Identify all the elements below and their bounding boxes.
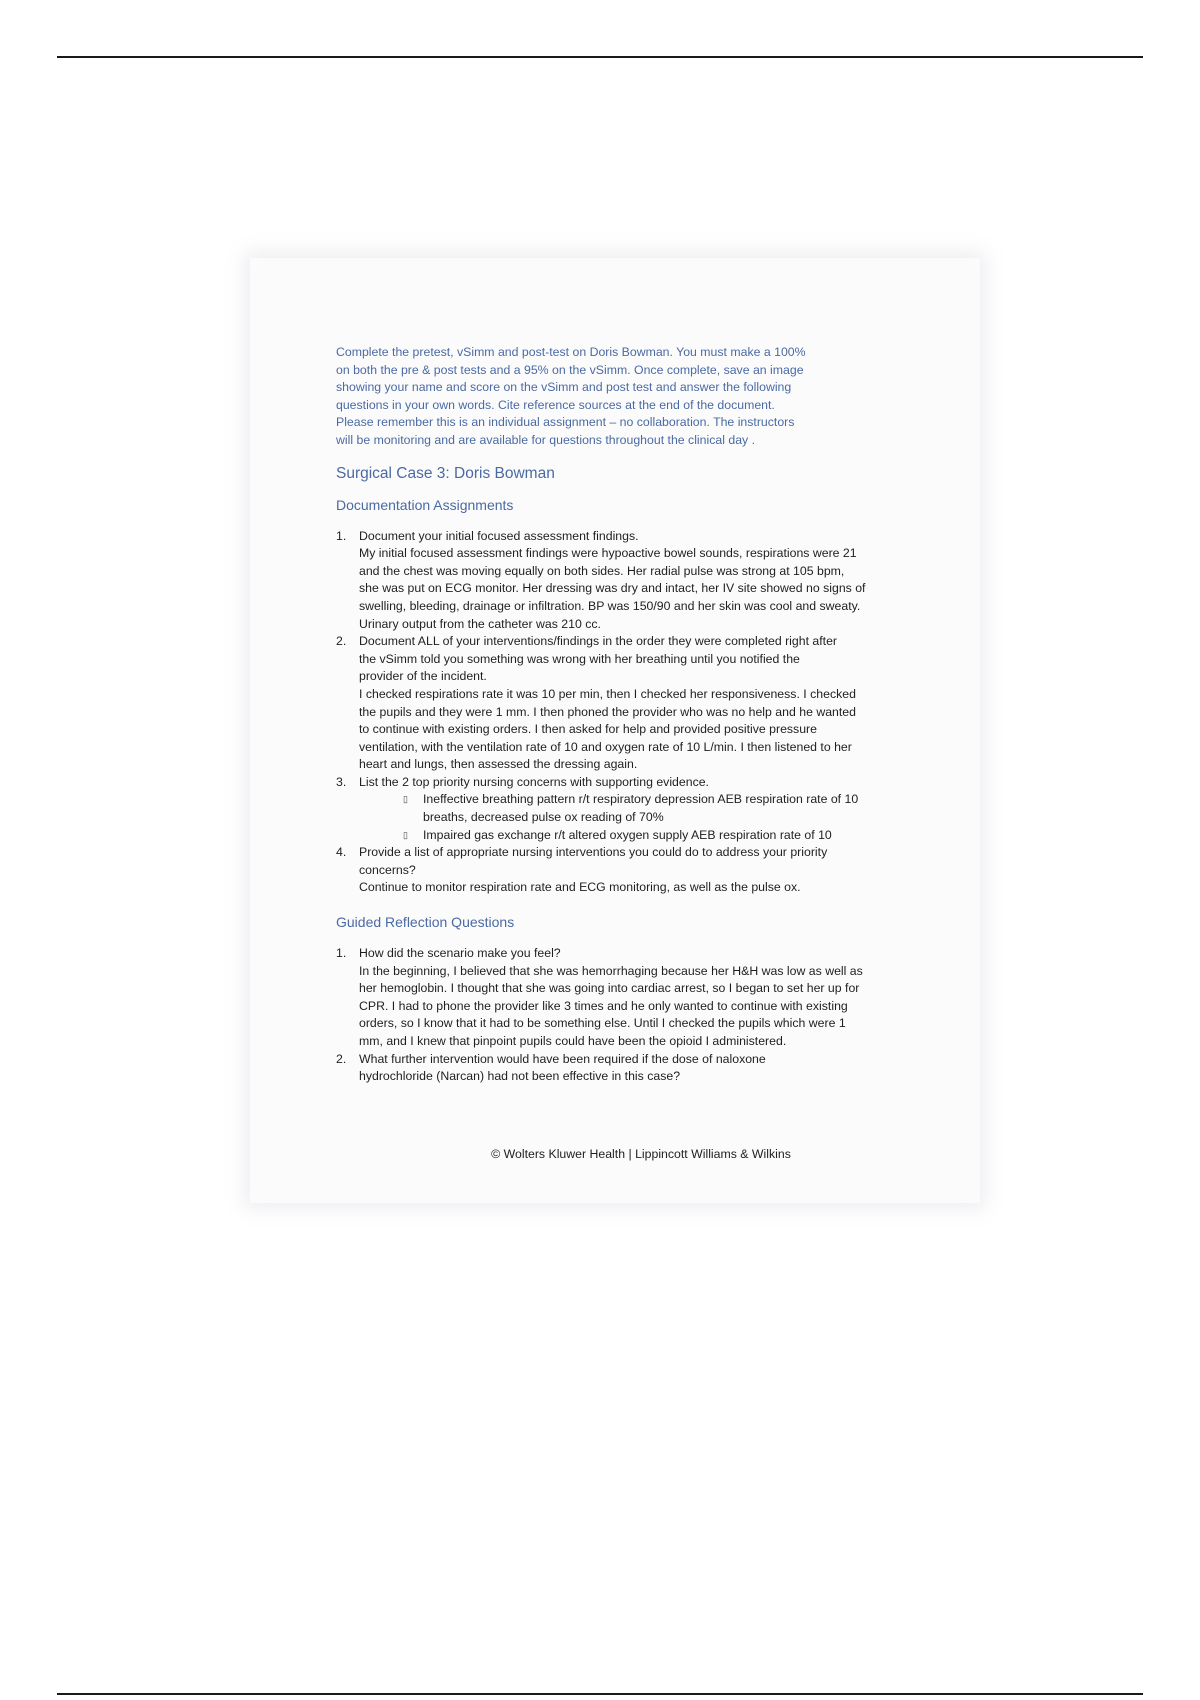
- item-line: Document ALL of your interventions/findings in the order they were completed right after: [359, 634, 838, 649]
- concern-line: Ineffective breathing pattern r/t respiratory depression AEB respiration rate of 10: [423, 792, 859, 807]
- concern-line: breaths, decreased pulse ox reading of 70%: [423, 810, 664, 825]
- concern-list: [359, 791, 946, 844]
- item-line: the pupils and they were 1 mm. I then phoned the provider who was no help and he wanted: [359, 704, 856, 719]
- item-number: 2.: [336, 1051, 347, 1066]
- intro-paragraph: [336, 344, 896, 450]
- bullet-icon: ▯: [403, 829, 408, 840]
- case-title: Surgical Case 3: Doris Bowman: [336, 464, 555, 482]
- item-line: Document your initial focused assessment findings.: [359, 528, 639, 543]
- reflection-list: [336, 945, 946, 1086]
- documentation-heading: Documentation Assignments: [336, 496, 514, 513]
- item-line: to continue with existing orders. I then asked for help and provided positive pressure: [359, 722, 817, 737]
- item-line: My initial focused assessment findings were hypoactive bowel sounds, respirations were 21: [359, 546, 857, 561]
- item-line: How did the scenario make you feel?: [359, 946, 561, 961]
- item-line: her hemoglobin. I thought that she was going into cardiac arrest, so I began to set her up for: [359, 981, 860, 996]
- item-line: the vSimm told you something was wrong with her breathing until you notified the: [359, 651, 800, 666]
- item-line: mm, and I knew that pinpoint pupils could have been the opioid I administered.: [359, 1034, 787, 1048]
- top-rule: [57, 56, 1143, 58]
- item-line: heart and lungs, then assessed the dressing again.: [359, 757, 638, 772]
- reflection-heading: Guided Reflection Questions: [336, 914, 515, 931]
- documentation-item: [336, 844, 946, 897]
- item-line: provider of the incident.: [359, 669, 487, 684]
- documentation-item: [336, 774, 946, 844]
- item-number: 3.: [336, 774, 347, 789]
- item-line: Provide a list of appropriate nursing interventions you could do to address your priority: [359, 845, 828, 860]
- intro-line: Please remember this is an individual assignment – no collaboration. The instructors: [336, 415, 795, 430]
- item-line: she was put on ECG monitor. Her dressing was dry and intact, her IV site showed no signs of: [359, 581, 866, 596]
- item-line: In the beginning, I believed that she was hemorrhaging because her H&H was low as well as: [359, 963, 863, 978]
- reflection-item: [336, 1051, 946, 1086]
- intro-line: questions in your own words. Cite reference sources at the end of the document.: [336, 397, 775, 412]
- item-line: CPR. I had to phone the provider like 3 times and he only wanted to continue with existing: [359, 998, 848, 1013]
- item-line: concerns?: [359, 862, 416, 877]
- item-line: Urinary output from the catheter was 210 cc.: [359, 616, 601, 631]
- reflection-item: [336, 945, 946, 1051]
- intro-line: will be monitoring and are available for questions throughout the clinical day .: [336, 432, 756, 447]
- item-line: and the chest was moving equally on both sides. Her radial pulse was strong at 105 bpm,: [359, 563, 845, 578]
- item-line: swelling, bleeding, drainage or infiltration. BP was 150/90 and her skin was cool and sweaty.: [359, 598, 861, 613]
- item-number: 1.: [336, 528, 347, 543]
- bottom-rule: [57, 1693, 1143, 1695]
- bullet-icon: ▯: [403, 794, 408, 805]
- item-number: 2.: [336, 634, 347, 649]
- concern-line: Impaired gas exchange r/t altered oxygen supply AEB respiration rate of 10: [423, 827, 832, 842]
- item-number: 1.: [336, 946, 347, 961]
- section-spacer: [336, 897, 946, 913]
- item-line: hydrochloride (Narcan) had not been effective in this case?: [359, 1069, 681, 1084]
- documentation-item: [336, 633, 946, 774]
- documentation-item: [336, 528, 946, 634]
- intro-line: Complete the pretest, vSimm and post-test on Doris Bowman. You must make a 100%: [336, 345, 806, 359]
- item-line: I checked respirations rate it was 10 per min, then I checked her responsiveness. I checked: [359, 686, 856, 701]
- intro-line: on both the pre & post tests and a 95% on the vSimm. Once complete, save an image: [336, 362, 804, 377]
- item-line: Continue to monitor respiration rate and ECG monitoring, as well as the pulse ox.: [359, 880, 801, 895]
- intro-line: showing your name and score on the vSimm and post test and answer the following: [336, 380, 792, 395]
- item-line: orders, so I know that it had to be something else. Until I checked the pupils which were 1: [359, 1016, 846, 1031]
- copyright-footer: © Wolters Kluwer Health | Lippincott Williams & Wilkins: [491, 1147, 791, 1161]
- item-line: List the 2 top priority nursing concerns with supporting evidence.: [359, 774, 709, 789]
- concern-item: [403, 791, 946, 826]
- item-line: ventilation, with the ventilation rate of 10 and oxygen rate of 10 L/min. I then listened to her: [359, 739, 852, 754]
- document-body: [336, 344, 946, 1086]
- item-number: 4.: [336, 845, 347, 860]
- item-line: What further intervention would have been required if the dose of naloxone: [359, 1051, 766, 1066]
- concern-item: [403, 827, 946, 845]
- documentation-list: [336, 528, 946, 897]
